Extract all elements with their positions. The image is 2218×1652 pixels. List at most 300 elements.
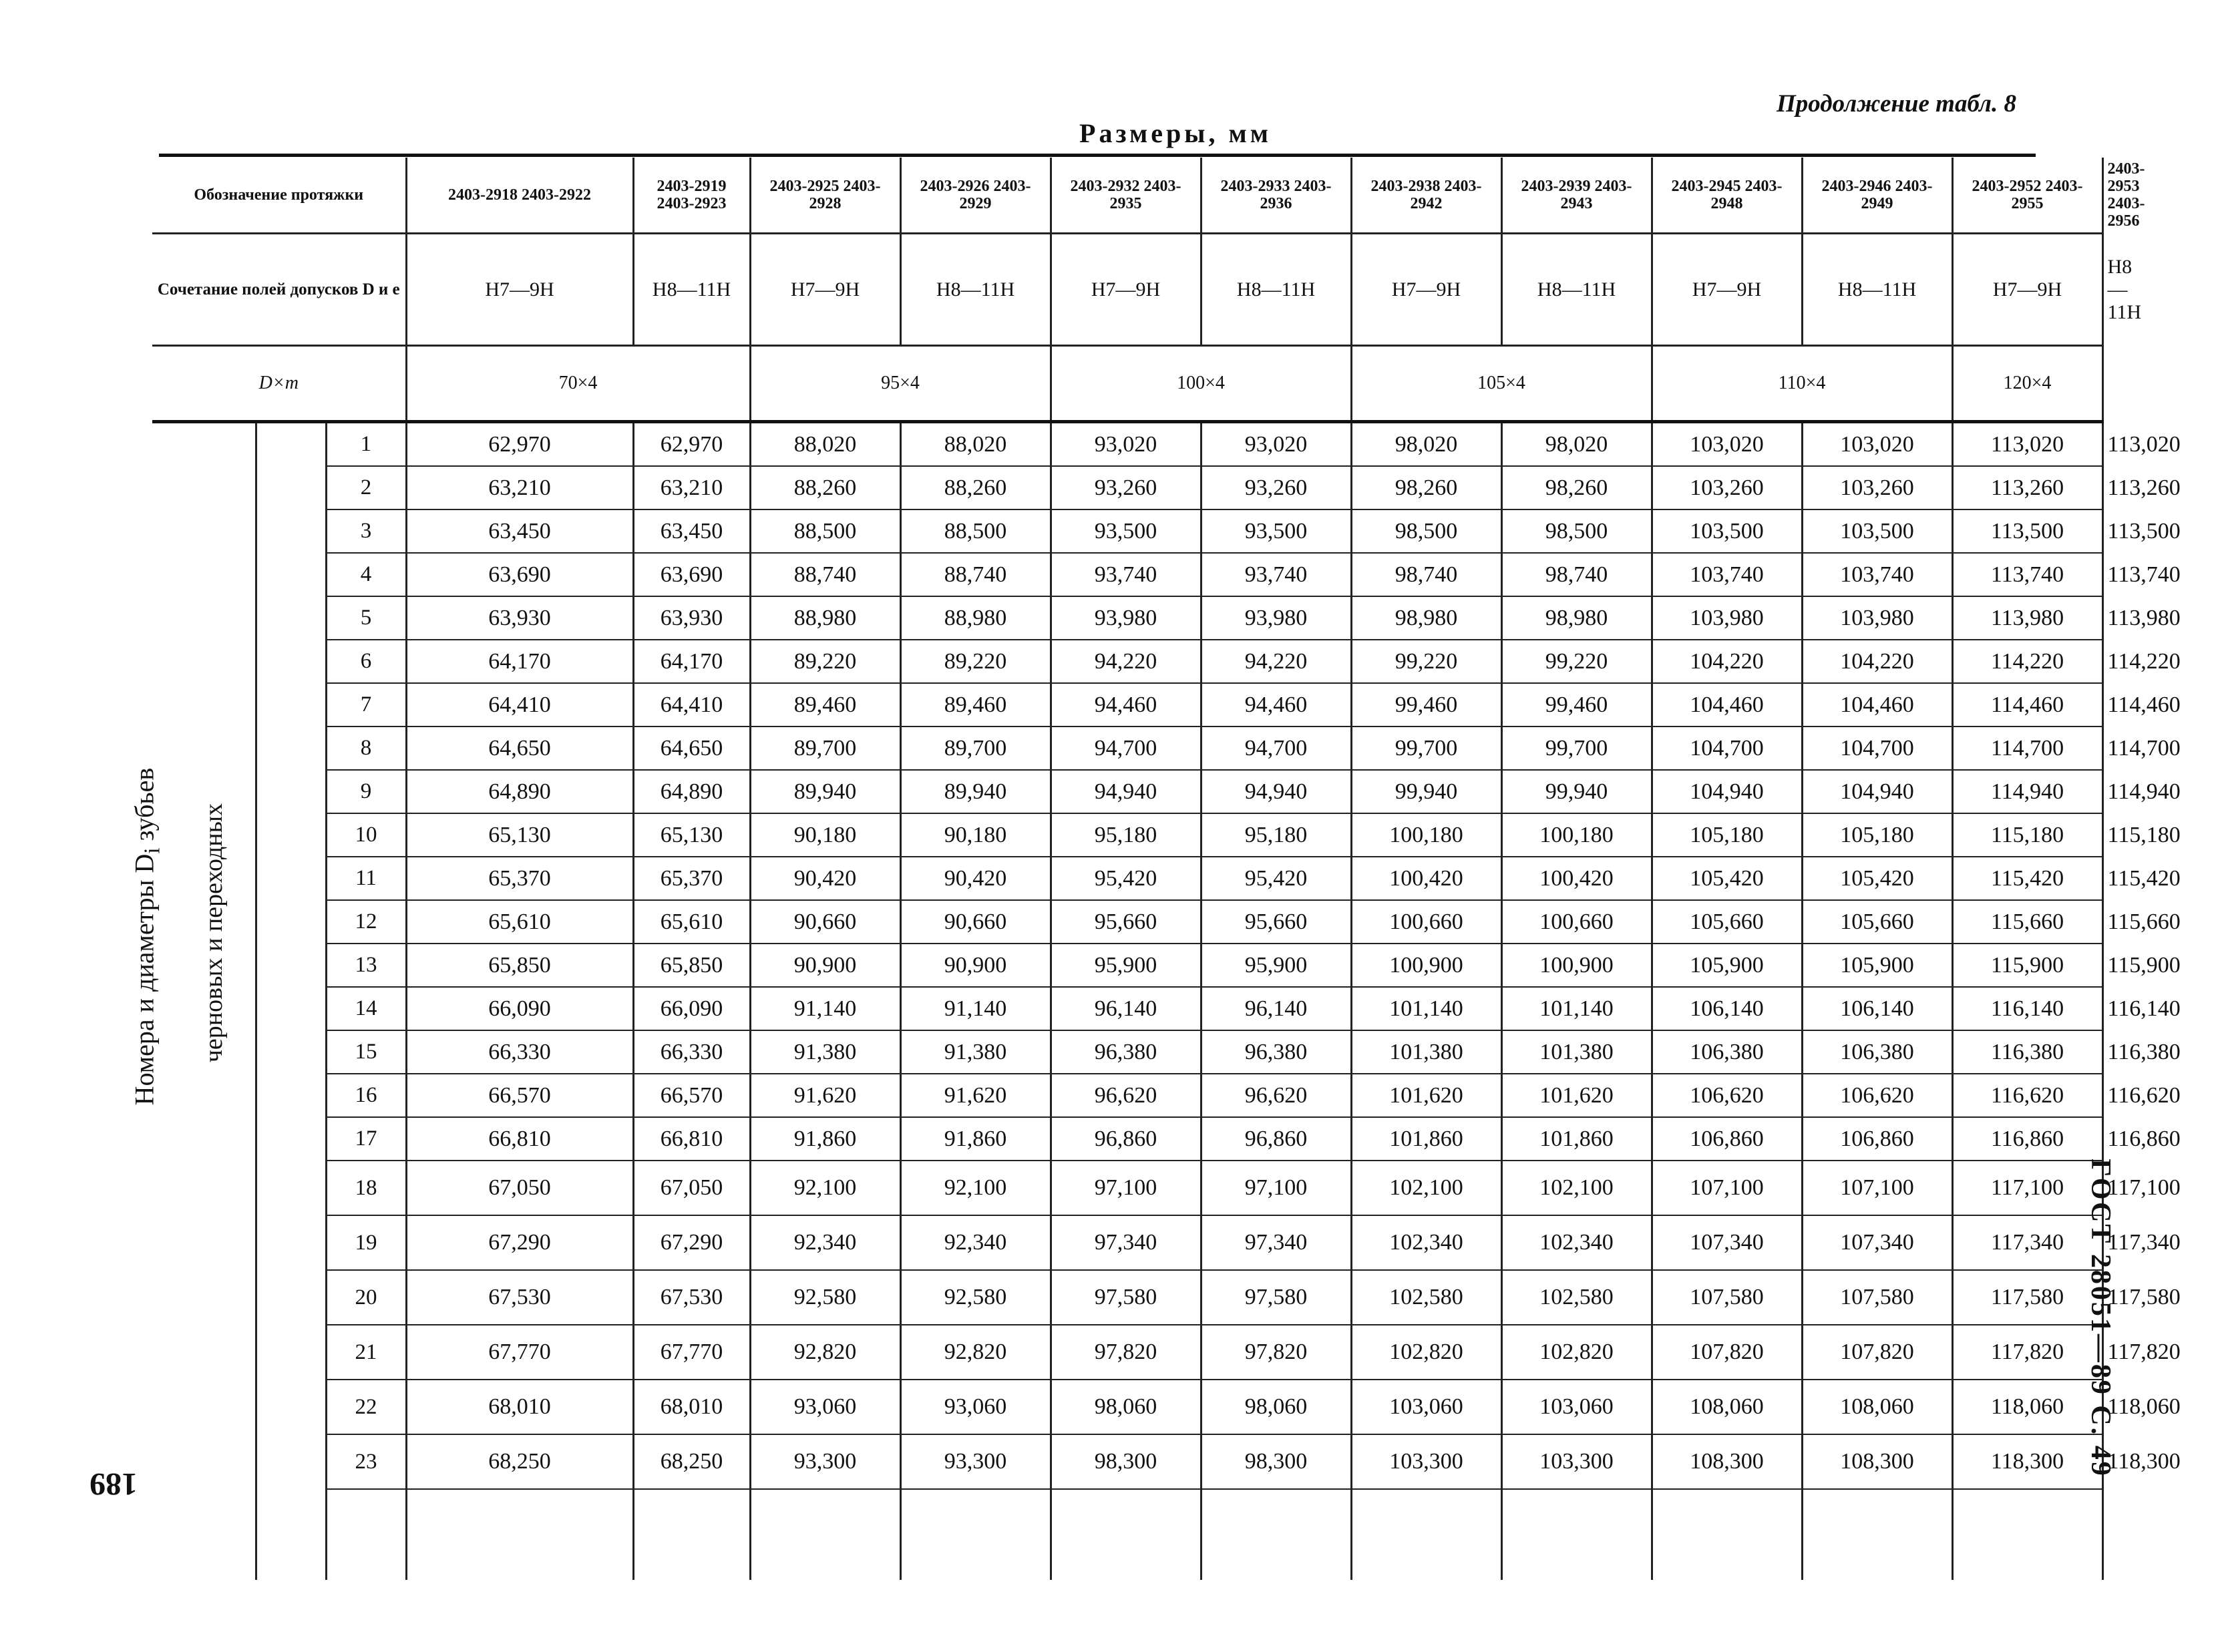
tooth-number: 23 [326, 1434, 406, 1489]
diameter-cell: 63,930 [633, 596, 750, 640]
tooth-number: 16 [326, 1074, 406, 1117]
diameter-cell: 115,180 [1952, 813, 2102, 857]
diameter-cell: 96,620 [1051, 1074, 1201, 1117]
diameter-cell: 107,100 [1652, 1161, 1802, 1215]
diameter-cell: 114,220 [1952, 640, 2102, 683]
diameter-cell: 88,740 [750, 553, 900, 596]
diameter-cell: 101,620 [1501, 1074, 1652, 1117]
diameter-cell: 65,370 [633, 857, 750, 900]
diameter-cell: 98,020 [1351, 422, 1501, 467]
rotated-column-inner [256, 422, 326, 1581]
table-row: 23 68,250 68,250 93,300 93,300 98,300 98,300 103,300 103,300 108,300 108,300 118,300 118,300 [152, 1434, 2102, 1489]
designation-code: 2403-2945 2403-2948 [1652, 158, 1802, 234]
diameter-cell: 64,410 [406, 683, 633, 727]
diameter-cell: 91,380 [900, 1030, 1051, 1074]
diameter-cell: 102,100 [1351, 1161, 1501, 1215]
diameter-cell: 98,980 [1351, 596, 1501, 640]
diameter-cell: 100,900 [1351, 944, 1501, 987]
diameter-cell: 105,180 [1652, 813, 1802, 857]
diameter-cell: 107,820 [1652, 1325, 1802, 1380]
diameter-cell: 88,980 [750, 596, 900, 640]
diameter-cell: 67,050 [633, 1161, 750, 1215]
diameter-cell: 68,010 [633, 1380, 750, 1434]
empty-cell [900, 1489, 1051, 1580]
diameter-cell: 98,740 [1351, 553, 1501, 596]
tooth-number: 14 [326, 987, 406, 1030]
table-row: 14 66,090 66,090 91,140 91,140 96,140 96,140 101,140 101,140 106,140 106,140 116,140 116,140 [152, 987, 2102, 1030]
table-row: 13 65,850 65,850 90,900 90,900 95,900 95,900 100,900 100,900 105,900 105,900 115,900 115,900 [152, 944, 2102, 987]
diameter-cell: 92,100 [750, 1161, 900, 1215]
diameter-cell: 95,660 [1201, 900, 1351, 944]
diameter-cell: 104,940 [1652, 770, 1802, 813]
diameter-cell: 103,500 [1652, 509, 1802, 553]
table-row: 19 67,290 67,290 92,340 92,340 97,340 97,340 102,340 102,340 107,340 107,340 117,340 117,340 [152, 1215, 2102, 1270]
diameter-cell: 105,900 [1802, 944, 1952, 987]
diameter-cell: 94,700 [1201, 727, 1351, 770]
diameter-cell: 66,330 [633, 1030, 750, 1074]
table-row: 1 62,970 62,970 88,020 88,020 93,020 93,020 98,020 98,020 103,020 103,020 113,020 113,020 [152, 422, 2102, 467]
diameter-cell: 99,460 [1501, 683, 1652, 727]
diameter-cell: 102,340 [1501, 1215, 1652, 1270]
diameter-cell: 101,140 [1501, 987, 1652, 1030]
diameter-cell: 89,940 [900, 770, 1051, 813]
dimensions-table [152, 158, 2181, 1580]
diameter-cell: 99,220 [1501, 640, 1652, 683]
diameter-cell: 92,820 [900, 1325, 1051, 1380]
tooth-number: 1 [326, 422, 406, 467]
diameter-cell: 103,300 [1501, 1434, 1652, 1489]
diameter-cell: 64,890 [406, 770, 633, 813]
table-row: 21 67,770 67,770 92,820 92,820 97,820 97,820 102,820 102,820 107,820 107,820 117,820 117,820 [152, 1325, 2102, 1380]
diameter-cell: 92,580 [900, 1270, 1051, 1325]
diameter-cell: 64,170 [633, 640, 750, 683]
diameter-cell: 93,740 [1201, 553, 1351, 596]
diameter-cell: 98,060 [1051, 1380, 1201, 1434]
diameter-cell: 90,900 [900, 944, 1051, 987]
diameter-cell: 104,700 [1652, 727, 1802, 770]
diameter-cell: 103,740 [1802, 553, 1952, 596]
diameter-cell: 91,380 [750, 1030, 900, 1074]
diameter-cell: 113,020 [1952, 422, 2102, 467]
diameter-cell: 103,020 [1802, 422, 1952, 467]
designation-code: 2403-2925 2403-2928 [750, 158, 900, 234]
diameter-cell: 116,860 [1952, 1117, 2102, 1161]
diameter-cell: 107,340 [1652, 1215, 1802, 1270]
empty-cell [750, 1489, 900, 1580]
diameter-cell: 114,700 [1952, 727, 2102, 770]
diameter-cell: 103,980 [1652, 596, 1802, 640]
diameter-cell: 101,860 [1351, 1117, 1501, 1161]
designation-code: 2403-2932 2403-2935 [1051, 158, 1201, 234]
diameter-cell: 90,180 [900, 813, 1051, 857]
diameter-cell: 105,900 [1652, 944, 1802, 987]
diameter-cell: 88,020 [750, 422, 900, 467]
diameter-cell: 94,460 [1051, 683, 1201, 727]
diameter-cell: 64,650 [406, 727, 633, 770]
diameter-cell: 65,850 [633, 944, 750, 987]
diameter-cell: 115,660 [1952, 900, 2102, 944]
empty-cell [633, 1489, 750, 1580]
diameter-cell: 97,340 [1201, 1215, 1351, 1270]
diameter-cell: 99,700 [1351, 727, 1501, 770]
diameter-cell: 98,060 [1201, 1380, 1351, 1434]
rotated-label-teeth-tail: зубьев [129, 767, 160, 848]
diameter-cell: 104,220 [1802, 640, 1952, 683]
designation-code: 2403-2952 2403-2955 [1952, 158, 2102, 234]
diameter-cell: 66,570 [406, 1074, 633, 1117]
tooth-number: 21 [326, 1325, 406, 1380]
empty-cell [1351, 1489, 1501, 1580]
designation-label: Обозначение протяжки [152, 158, 406, 234]
diameter-cell: 103,260 [1652, 466, 1802, 509]
table-row: 12 65,610 65,610 90,660 90,660 95,660 95,660 100,660 100,660 105,660 105,660 115,660 115,660 [152, 900, 2102, 944]
diameter-cell: 65,130 [406, 813, 633, 857]
diameter-cell: 93,020 [1051, 422, 1201, 467]
diameter-cell: 67,290 [633, 1215, 750, 1270]
tolerance-value: H7—9H [406, 234, 633, 346]
diameter-cell: 64,170 [406, 640, 633, 683]
tooth-number: 18 [326, 1161, 406, 1215]
diameter-cell: 107,580 [1802, 1270, 1952, 1325]
diameter-cell: 106,620 [1652, 1074, 1802, 1117]
diameter-cell: 101,140 [1351, 987, 1501, 1030]
diameter-cell: 90,900 [750, 944, 900, 987]
diameter-cell: 89,940 [750, 770, 900, 813]
diameter-cell: 114,940 [1952, 770, 2102, 813]
dm-value: 70×4 [406, 346, 750, 422]
diameter-cell: 91,620 [900, 1074, 1051, 1117]
diameter-cell: 97,100 [1201, 1161, 1351, 1215]
diameter-cell: 66,810 [406, 1117, 633, 1161]
tooth-number: 11 [326, 857, 406, 900]
empty-cell [1201, 1489, 1351, 1580]
diameter-cell: 93,060 [750, 1380, 900, 1434]
diameter-cell: 64,890 [633, 770, 750, 813]
diameter-cell: 116,380 [1952, 1030, 2102, 1074]
tooth-number: 6 [326, 640, 406, 683]
table-row: 7 64,410 64,410 89,460 89,460 94,460 94,460 99,460 99,460 104,460 104,460 114,460 114,460 [152, 683, 2102, 727]
diameter-cell: 114,460 [1952, 683, 2102, 727]
diameter-cell: 107,100 [1802, 1161, 1952, 1215]
diameter-cell: 93,060 [900, 1380, 1051, 1434]
tolerance-value: H7—9H [1051, 234, 1201, 346]
empty-cell [1051, 1489, 1201, 1580]
diameter-cell: 89,460 [750, 683, 900, 727]
designation-code: 2403-2946 2403-2949 [1802, 158, 1952, 234]
diameter-cell: 96,140 [1051, 987, 1201, 1030]
dm-value: 110×4 [1652, 346, 1952, 422]
diameter-cell: 65,610 [633, 900, 750, 944]
table-row: 6 64,170 64,170 89,220 89,220 94,220 94,220 99,220 99,220 104,220 104,220 114,220 114,220 [152, 640, 2102, 683]
designation-code: 2403-2919 2403-2923 [633, 158, 750, 234]
diameter-cell: 97,580 [1051, 1270, 1201, 1325]
diameter-cell: 102,580 [1501, 1270, 1652, 1325]
diameter-cell: 63,210 [633, 466, 750, 509]
tooth-number: 15 [326, 1030, 406, 1074]
diameter-cell: 100,660 [1351, 900, 1501, 944]
diameter-cell: 105,180 [1802, 813, 1952, 857]
dm-row [152, 346, 2102, 422]
diameter-cell: 66,090 [633, 987, 750, 1030]
diameter-cell: 93,020 [1201, 422, 1351, 467]
diameter-cell: 108,300 [1802, 1434, 1952, 1489]
table-row: 3 63,450 63,450 88,500 88,500 93,500 93,500 98,500 98,500 103,500 103,500 113,500 113,500 [152, 509, 2102, 553]
rotated-label-rough: черновых и переходных [200, 803, 228, 1063]
table-row: 17 66,810 66,810 91,860 91,860 96,860 96,860 101,860 101,860 106,860 106,860 116,860 116,860 [152, 1117, 2102, 1161]
diameter-cell: 93,300 [900, 1434, 1051, 1489]
diameter-cell: 101,380 [1501, 1030, 1652, 1074]
diameter-cell: 103,500 [1802, 509, 1952, 553]
dm-value: 105×4 [1351, 346, 1652, 422]
diameter-cell: 117,340 [1952, 1215, 2102, 1270]
diameter-cell: 103,060 [1351, 1380, 1501, 1434]
rotated-label-teeth [129, 603, 166, 1271]
diameter-cell: 62,970 [406, 422, 633, 467]
diameter-cell: 106,860 [1802, 1117, 1952, 1161]
dm-value: 100×4 [1051, 346, 1351, 422]
diameter-cell: 99,460 [1351, 683, 1501, 727]
diameter-cell: 100,900 [1501, 944, 1652, 987]
tolerance-value: H8—11H [1802, 234, 1952, 346]
diameter-cell: 105,420 [1652, 857, 1802, 900]
diameter-cell: 67,770 [406, 1325, 633, 1380]
table-row: 15 66,330 66,330 91,380 91,380 96,380 96,380 101,380 101,380 106,380 106,380 116,380 116,380 [152, 1030, 2102, 1074]
empty-cell [1652, 1489, 1802, 1580]
diameter-cell: 92,100 [900, 1161, 1051, 1215]
tooth-number: 19 [326, 1215, 406, 1270]
diameter-cell: 90,420 [750, 857, 900, 900]
diameter-cell: 66,330 [406, 1030, 633, 1074]
continuation-caption: Продолжение табл. 8 [1777, 90, 2016, 118]
tooth-number: 4 [326, 553, 406, 596]
sizes-caption: Размеры, мм [1079, 118, 1272, 148]
diameter-cell: 93,500 [1051, 509, 1201, 553]
diameter-cell: 96,620 [1201, 1074, 1351, 1117]
diameter-cell: 99,940 [1501, 770, 1652, 813]
diameter-cell: 63,450 [406, 509, 633, 553]
tooth-number: 20 [326, 1270, 406, 1325]
diameter-cell: 104,700 [1802, 727, 1952, 770]
tolerance-value: H8—11H [633, 234, 750, 346]
diameter-cell: 92,580 [750, 1270, 900, 1325]
diameter-cell: 63,450 [633, 509, 750, 553]
table-row: 8 64,650 64,650 89,700 89,700 94,700 94,700 99,700 99,700 104,700 104,700 114,700 114,700 [152, 727, 2102, 770]
tooth-number: 12 [326, 900, 406, 944]
table-row: 16 66,570 66,570 91,620 91,620 96,620 96,620 101,620 101,620 106,620 106,620 116,620 116,620 [152, 1074, 2102, 1117]
designation-code: 2403-2933 2403-2936 [1201, 158, 1351, 234]
diameter-cell: 99,940 [1351, 770, 1501, 813]
diameter-cell: 91,860 [900, 1117, 1051, 1161]
table-body [152, 158, 2181, 1580]
tooth-number: 17 [326, 1117, 406, 1161]
diameter-cell: 67,050 [406, 1161, 633, 1215]
diameter-cell: 103,060 [1501, 1380, 1652, 1434]
diameter-cell: 116,140 [1952, 987, 2102, 1030]
dm-value: 120×4 [1952, 346, 2102, 422]
tooth-number: 7 [326, 683, 406, 727]
diameter-cell: 64,410 [633, 683, 750, 727]
diameter-cell: 95,180 [1201, 813, 1351, 857]
diameter-cell: 68,250 [633, 1434, 750, 1489]
diameter-cell: 94,700 [1051, 727, 1201, 770]
diameter-cell: 113,740 [1952, 553, 2102, 596]
diameter-cell: 67,530 [406, 1270, 633, 1325]
diameter-cell: 88,740 [900, 553, 1051, 596]
diameter-cell: 88,260 [900, 466, 1051, 509]
diameter-cell: 115,900 [1952, 944, 2102, 987]
tooth-number: 10 [326, 813, 406, 857]
table-row: 5 63,930 63,930 88,980 88,980 93,980 93,980 98,980 98,980 103,980 103,980 113,980 113,980 [152, 596, 2102, 640]
diameter-cell: 66,570 [633, 1074, 750, 1117]
diameter-cell: 100,420 [1351, 857, 1501, 900]
diameter-cell: 99,220 [1351, 640, 1501, 683]
diameter-cell: 100,420 [1501, 857, 1652, 900]
top-rule [159, 154, 2036, 157]
diameter-cell: 91,860 [750, 1117, 900, 1161]
diameter-cell: 97,340 [1051, 1215, 1201, 1270]
diameter-cell: 92,340 [750, 1215, 900, 1270]
diameter-cell: 102,100 [1501, 1161, 1652, 1215]
tolerance-value: H8—11H [1201, 234, 1351, 346]
diameter-cell: 89,700 [750, 727, 900, 770]
diameter-cell: 67,770 [633, 1325, 750, 1380]
diameter-cell: 101,860 [1501, 1117, 1652, 1161]
designation-code: 2403-2926 2403-2929 [900, 158, 1051, 234]
diameter-cell: 108,060 [1802, 1380, 1952, 1434]
diameter-cell: 93,980 [1051, 596, 1201, 640]
diameter-cell: 97,580 [1201, 1270, 1351, 1325]
table-row: 18 67,050 67,050 92,100 92,100 97,100 97,100 102,100 102,100 107,100 107,100 117,100 117,100 [152, 1161, 2102, 1215]
table-row: 10 65,130 65,130 90,180 90,180 95,180 95,180 100,180 100,180 105,180 105,180 115,180 115,180 [152, 813, 2102, 857]
diameter-cell: 95,900 [1051, 944, 1201, 987]
diameter-cell: 101,380 [1351, 1030, 1501, 1074]
diameter-cell: 118,300 [1952, 1434, 2102, 1489]
tolerance-value: H8—11H [900, 234, 1051, 346]
diameter-cell: 93,980 [1201, 596, 1351, 640]
table-row: 20 67,530 67,530 92,580 92,580 97,580 97,580 102,580 102,580 107,580 107,580 117,580 117,580 [152, 1270, 2102, 1325]
diameter-cell: 90,180 [750, 813, 900, 857]
diameter-cell: 108,060 [1652, 1380, 1802, 1434]
designation-code: 2403-2939 2403-2943 [1501, 158, 1652, 234]
diameter-cell: 100,660 [1501, 900, 1652, 944]
diameter-cell: 117,580 [1952, 1270, 2102, 1325]
diameter-cell: 117,820 [1952, 1325, 2102, 1380]
table-row: 4 63,690 63,690 88,740 88,740 93,740 93,740 98,740 98,740 103,740 103,740 113,740 113,740 [152, 553, 2102, 596]
diameter-cell: 100,180 [1501, 813, 1652, 857]
diameter-cell: 102,340 [1351, 1215, 1501, 1270]
diameter-cell: 63,930 [406, 596, 633, 640]
designation-code: 2403-2918 2403-2922 [406, 158, 633, 234]
tooth-number: 22 [326, 1380, 406, 1434]
diameter-cell: 98,500 [1351, 509, 1501, 553]
diameter-cell: 91,140 [750, 987, 900, 1030]
diameter-cell: 94,940 [1051, 770, 1201, 813]
diameter-cell: 89,700 [900, 727, 1051, 770]
diameter-cell: 92,340 [900, 1215, 1051, 1270]
diameter-cell: 95,420 [1051, 857, 1201, 900]
diameter-cell: 98,980 [1501, 596, 1652, 640]
empty-cell [1952, 1489, 2102, 1580]
diameter-cell: 90,420 [900, 857, 1051, 900]
diameter-cell: 63,210 [406, 466, 633, 509]
diameter-cell: 95,180 [1051, 813, 1201, 857]
diameter-cell: 117,100 [1952, 1161, 2102, 1215]
diameter-cell: 103,980 [1802, 596, 1952, 640]
diameter-cell: 106,380 [1652, 1030, 1802, 1074]
diameter-cell: 95,660 [1051, 900, 1201, 944]
diameter-cell: 106,860 [1652, 1117, 1802, 1161]
table-row: 2 63,210 63,210 88,260 88,260 93,260 93,260 98,260 98,260 103,260 103,260 113,260 113,260 [152, 466, 2102, 509]
table-tail-row [152, 1489, 2102, 1580]
diameter-cell: 105,420 [1802, 857, 1952, 900]
empty-cell [326, 1489, 406, 1580]
page-number: 189 [89, 1466, 138, 1502]
diameter-cell: 90,660 [750, 900, 900, 944]
diameter-cell: 106,140 [1802, 987, 1952, 1030]
diameter-cell: 63,690 [406, 553, 633, 596]
diameter-cell: 106,620 [1802, 1074, 1952, 1117]
diameter-cell: 105,660 [1652, 900, 1802, 944]
diameter-cell: 65,610 [406, 900, 633, 944]
diameter-cell: 65,370 [406, 857, 633, 900]
diameter-cell: 88,020 [900, 422, 1051, 467]
diameter-cell: 93,740 [1051, 553, 1201, 596]
diameter-cell: 103,020 [1652, 422, 1802, 467]
diameter-cell: 96,380 [1201, 1030, 1351, 1074]
diameter-cell: 100,180 [1351, 813, 1501, 857]
diameter-cell: 98,300 [1201, 1434, 1351, 1489]
diameter-cell: 113,260 [1952, 466, 2102, 509]
diameter-cell: 104,940 [1802, 770, 1952, 813]
diameter-cell: 106,380 [1802, 1030, 1952, 1074]
table-row: 11 65,370 65,370 90,420 90,420 95,420 95,420 100,420 100,420 105,420 105,420 115,420 115,420 [152, 857, 2102, 900]
dm-label: D×m [152, 346, 406, 422]
diameter-cell: 66,090 [406, 987, 633, 1030]
diameter-cell: 67,530 [633, 1270, 750, 1325]
diameter-cell: 103,260 [1802, 466, 1952, 509]
tolerance-value: H7—9H [750, 234, 900, 346]
diameter-cell: 92,820 [750, 1325, 900, 1380]
diameter-cell: 94,220 [1051, 640, 1201, 683]
diameter-cell: 65,850 [406, 944, 633, 987]
diameter-cell: 113,980 [1952, 596, 2102, 640]
diameter-cell: 88,500 [900, 509, 1051, 553]
diameter-cell: 89,460 [900, 683, 1051, 727]
diameter-cell: 96,380 [1051, 1030, 1201, 1074]
tolerance-value: H7—9H [1652, 234, 1802, 346]
diameter-cell: 107,580 [1652, 1270, 1802, 1325]
diameter-cell: 107,820 [1802, 1325, 1952, 1380]
diameter-cell: 106,140 [1652, 987, 1802, 1030]
diameter-cell: 91,620 [750, 1074, 900, 1117]
tooth-number: 5 [326, 596, 406, 640]
diameter-cell: 98,020 [1501, 422, 1652, 467]
diameter-cell: 96,860 [1201, 1117, 1351, 1161]
diameter-cell: 104,460 [1652, 683, 1802, 727]
diameter-cell: 67,290 [406, 1215, 633, 1270]
diameter-cell: 94,460 [1201, 683, 1351, 727]
diameter-cell: 102,580 [1351, 1270, 1501, 1325]
diameter-cell: 91,140 [900, 987, 1051, 1030]
diameter-cell: 103,300 [1351, 1434, 1501, 1489]
diameter-cell: 107,340 [1802, 1215, 1952, 1270]
diameter-cell: 90,660 [900, 900, 1051, 944]
diameter-cell: 88,980 [900, 596, 1051, 640]
diameter-cell: 93,300 [750, 1434, 900, 1489]
diameter-cell: 66,810 [633, 1117, 750, 1161]
designation-code: 2403-2938 2403-2942 [1351, 158, 1501, 234]
empty-cell [1501, 1489, 1652, 1580]
